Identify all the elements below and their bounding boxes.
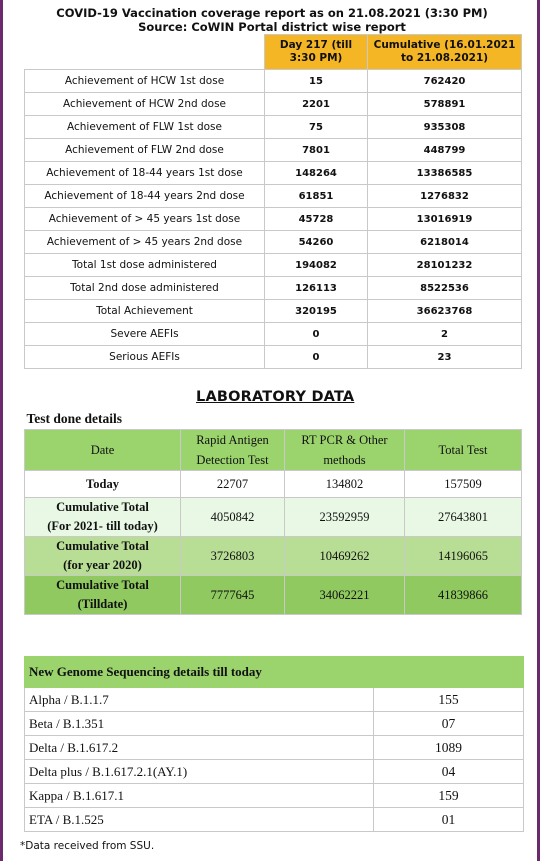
rtpcr-column-header [285, 430, 405, 471]
lab-caption-row [25, 409, 522, 430]
vaccination-day-value: 148264 [265, 162, 368, 185]
vaccination-day-value: 0 [265, 323, 368, 346]
date-column-header: Date [25, 430, 181, 471]
vaccination-cumulative-value: 23 [368, 346, 522, 369]
vaccination-label: Achievement of 18-44 years 1st dose [25, 162, 265, 185]
vaccination-label: Total Achievement [25, 300, 265, 323]
rapid-value: 4050842 [181, 498, 285, 537]
vaccination-day-value: 54260 [265, 231, 368, 254]
day-column-header: Day 217 (till 3:30 PM) [265, 35, 368, 70]
total-test-value: 41839866 [405, 576, 522, 615]
lab-row-label-line: Cumulative Total [56, 539, 149, 553]
rapid-header-line-2: Detection Test [196, 453, 269, 467]
vaccination-header-row [25, 35, 522, 70]
lab-row [25, 498, 522, 537]
variant-count: 07 [374, 712, 524, 736]
vaccination-row [25, 323, 522, 346]
rtpcr-header-line-2: methods [323, 453, 366, 467]
vaccination-cumulative-value: 1276832 [368, 185, 522, 208]
lab-row-label-line: Cumulative Total [56, 500, 149, 514]
vaccination-cumulative-value: 578891 [368, 93, 522, 116]
variant-count: 159 [374, 784, 524, 808]
variant-count: 1089 [374, 736, 524, 760]
vaccination-label: Achievement of > 45 years 2nd dose [25, 231, 265, 254]
vaccination-label: Achievement of 18-44 years 2nd dose [25, 185, 265, 208]
genome-table [24, 656, 524, 832]
vaccination-cumulative-value: 935308 [368, 116, 522, 139]
vaccination-label: Severe AEFIs [25, 323, 265, 346]
vaccination-cumulative-value: 13386585 [368, 162, 522, 185]
vaccination-label: Achievement of > 45 years 1st dose [25, 208, 265, 231]
vaccination-day-value: 194082 [265, 254, 368, 277]
rapid-value: 22707 [181, 471, 285, 498]
variant-name: ETA / B.1.525 [25, 808, 374, 832]
rtpcr-header-line-1: RT PCR & Other [301, 433, 388, 447]
vaccination-label: Achievement of HCW 1st dose [25, 70, 265, 93]
vaccination-row [25, 185, 522, 208]
variant-name: Delta plus / B.1.617.2.1(AY.1) [25, 760, 374, 784]
lab-caption: Test done details [25, 409, 522, 430]
lab-row-label [25, 537, 181, 576]
vaccination-cumulative-value: 448799 [368, 139, 522, 162]
variant-name: Kappa / B.1.617.1 [25, 784, 374, 808]
lab-row-label-line: (For 2021- till today) [47, 519, 158, 533]
lab-row [25, 576, 522, 615]
vaccination-row [25, 231, 522, 254]
vaccination-label: Achievement of HCW 2nd dose [25, 93, 265, 116]
lab-row [25, 537, 522, 576]
vaccination-cumulative-value: 762420 [368, 70, 522, 93]
vaccination-row [25, 346, 522, 369]
cumulative-column-header: Cumulative (16.01.2021 to 21.08.2021) [368, 35, 522, 70]
lab-row-label [25, 498, 181, 537]
vaccination-cumulative-value: 28101232 [368, 254, 522, 277]
vaccination-cumulative-value: 6218014 [368, 231, 522, 254]
lab-row-label-line: (Tilldate) [77, 597, 128, 611]
variant-count: 155 [374, 688, 524, 712]
vaccination-row [25, 139, 522, 162]
variant-name: Delta / B.1.617.2 [25, 736, 374, 760]
vaccination-day-value: 75 [265, 116, 368, 139]
vaccination-day-value: 61851 [265, 185, 368, 208]
rtpcr-value: 34062221 [285, 576, 405, 615]
lab-row-label [25, 471, 181, 498]
vaccination-label: Serious AEFIs [25, 346, 265, 369]
variant-count: 04 [374, 760, 524, 784]
vaccination-day-value: 2201 [265, 93, 368, 116]
vaccination-label: Total 1st dose administered [25, 254, 265, 277]
genome-row [25, 784, 524, 808]
genome-row [25, 760, 524, 784]
vaccination-day-value: 126113 [265, 277, 368, 300]
variant-count: 01 [374, 808, 524, 832]
vaccination-day-value: 320195 [265, 300, 368, 323]
vaccination-cumulative-value: 13016919 [368, 208, 522, 231]
rapid-value: 3726803 [181, 537, 285, 576]
vaccination-row [25, 70, 522, 93]
lab-row-label-line: Cumulative Total [56, 578, 149, 592]
vaccination-label: Total 2nd dose administered [25, 277, 265, 300]
vaccination-row [25, 208, 522, 231]
laboratory-table [24, 409, 522, 615]
vaccination-cumulative-value: 36623768 [368, 300, 522, 323]
lab-row [25, 471, 522, 498]
genome-row [25, 688, 524, 712]
laboratory-data-title: LABORATORY DATA [196, 389, 355, 405]
genome-header-row [25, 657, 524, 688]
genome-row [25, 736, 524, 760]
total-test-value: 27643801 [405, 498, 522, 537]
vaccination-row [25, 93, 522, 116]
rtpcr-value: 23592959 [285, 498, 405, 537]
rapid-header-line-1: Rapid Antigen [196, 433, 269, 447]
vaccination-label: Achievement of FLW 2nd dose [25, 139, 265, 162]
lab-header-row [25, 430, 522, 471]
report-source: Source: CoWIN Portal district wise report [138, 20, 406, 34]
vaccination-row [25, 116, 522, 139]
lab-row-label [25, 576, 181, 615]
total-test-value: 14196065 [405, 537, 522, 576]
genome-title: New Genome Sequencing details till today [25, 657, 524, 688]
rtpcr-value: 134802 [285, 471, 405, 498]
blank-header-cell [25, 35, 265, 70]
lab-row-label-line: Today [86, 476, 119, 491]
variant-name: Alpha / B.1.1.7 [25, 688, 374, 712]
vaccination-table [24, 34, 522, 369]
lab-row-label-line: (for year 2020) [63, 558, 142, 572]
vaccination-row [25, 254, 522, 277]
vaccination-cumulative-value: 8522536 [368, 277, 522, 300]
vaccination-day-value: 0 [265, 346, 368, 369]
footnote: *Data received from SSU. [20, 840, 155, 852]
report-title: COVID-19 Vaccination coverage report as on 21.08.2021 (3:30 PM) [56, 6, 488, 20]
vaccination-cumulative-value: 2 [368, 323, 522, 346]
total-column-header: Total Test [405, 430, 522, 471]
rapid-column-header [181, 430, 285, 471]
vaccination-day-value: 45728 [265, 208, 368, 231]
vaccination-row [25, 300, 522, 323]
vaccination-day-value: 15 [265, 70, 368, 93]
total-test-value: 157509 [405, 471, 522, 498]
rapid-value: 7777645 [181, 576, 285, 615]
vaccination-label: Achievement of FLW 1st dose [25, 116, 265, 139]
variant-name: Beta / B.1.351 [25, 712, 374, 736]
vaccination-row [25, 277, 522, 300]
vaccination-day-value: 7801 [265, 139, 368, 162]
vaccination-row [25, 162, 522, 185]
rtpcr-value: 10469262 [285, 537, 405, 576]
genome-row [25, 712, 524, 736]
genome-row [25, 808, 524, 832]
